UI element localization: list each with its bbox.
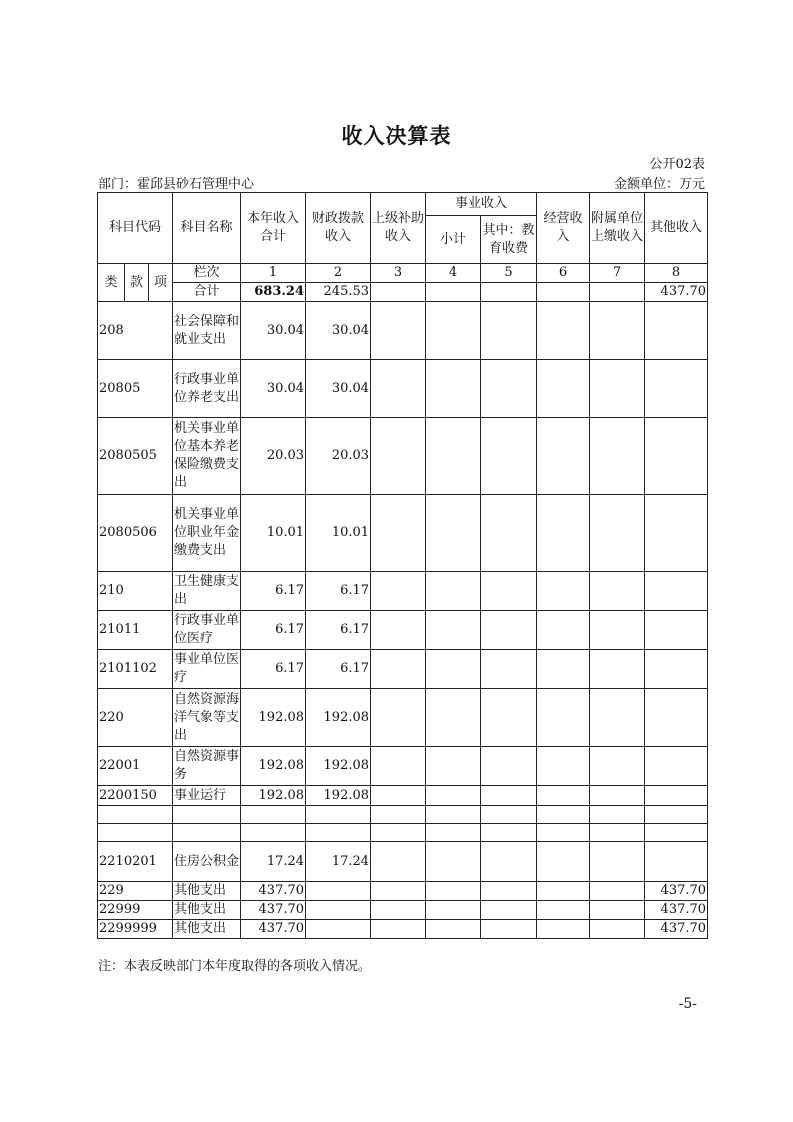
row-total: 192.08 bbox=[241, 747, 306, 786]
col-num-7: 7 bbox=[590, 264, 645, 283]
income-table bbox=[97, 192, 708, 939]
row-other bbox=[645, 824, 708, 842]
row-name bbox=[173, 824, 241, 842]
row-code: 22001 bbox=[98, 747, 173, 786]
table-row bbox=[98, 650, 708, 689]
row-total: 437.70 bbox=[241, 920, 306, 939]
table-note: 注：本表反映部门本年度取得的各项收入情况。 bbox=[98, 959, 372, 974]
summary-fiscal: 245.53 bbox=[306, 283, 371, 302]
row-code: 21011 bbox=[98, 611, 173, 650]
row-total: 30.04 bbox=[241, 360, 306, 418]
row-fiscal bbox=[306, 882, 371, 901]
row-name: 自然资源海洋气象等支出 bbox=[173, 689, 241, 747]
row-name: 行政事业单位养老支出 bbox=[173, 360, 241, 418]
header-education-fee: 其中：教育收费 bbox=[481, 216, 537, 264]
col-num-5: 5 bbox=[481, 264, 537, 283]
row-other bbox=[645, 572, 708, 611]
row-total: 6.17 bbox=[241, 572, 306, 611]
row-other bbox=[645, 302, 708, 360]
header-business-income: 事业收入 bbox=[426, 193, 537, 216]
table-row bbox=[98, 495, 708, 572]
row-name: 机关事业单位职业年金缴费支出 bbox=[173, 495, 241, 572]
row-fiscal: 192.08 bbox=[306, 747, 371, 786]
table-row bbox=[98, 786, 708, 806]
department-label: 部门：霍邱县砂石管理中心 bbox=[98, 177, 255, 192]
row-fiscal: 17.24 bbox=[306, 842, 371, 882]
row-total: 192.08 bbox=[241, 689, 306, 747]
row-other bbox=[645, 842, 708, 882]
row-name: 行政事业单位医疗 bbox=[173, 611, 241, 650]
row-code: 229 bbox=[98, 882, 173, 901]
header-subject-name: 科目名称 bbox=[173, 193, 241, 264]
row-code: 210 bbox=[98, 572, 173, 611]
row-name bbox=[173, 806, 241, 824]
row-total bbox=[241, 824, 306, 842]
row-total: 437.70 bbox=[241, 882, 306, 901]
row-other bbox=[645, 689, 708, 747]
row-name: 其他支出 bbox=[173, 920, 241, 939]
header-other-income: 其他收入 bbox=[645, 193, 708, 264]
row-total: 192.08 bbox=[241, 786, 306, 806]
row-code bbox=[98, 824, 173, 842]
row-code: 2101102 bbox=[98, 650, 173, 689]
row-code: 2200150 bbox=[98, 786, 173, 806]
row-name: 其他支出 bbox=[173, 882, 241, 901]
row-fiscal: 10.01 bbox=[306, 495, 371, 572]
row-code: 22999 bbox=[98, 901, 173, 920]
row-total: 6.17 bbox=[241, 611, 306, 650]
row-name: 事业单位医疗 bbox=[173, 650, 241, 689]
row-other bbox=[645, 495, 708, 572]
row-fiscal: 30.04 bbox=[306, 302, 371, 360]
header-subject-code: 科目代码 bbox=[98, 193, 173, 264]
col-num-3: 3 bbox=[371, 264, 426, 283]
row-fiscal: 6.17 bbox=[306, 611, 371, 650]
row-fiscal: 192.08 bbox=[306, 786, 371, 806]
amount-unit-label: 金额单位：万元 bbox=[613, 177, 705, 192]
row-total: 10.01 bbox=[241, 495, 306, 572]
header-lei: 类 bbox=[98, 264, 125, 302]
table-row bbox=[98, 806, 708, 824]
table-row bbox=[98, 882, 708, 901]
header-fiscal-income: 财政拨款收入 bbox=[306, 193, 371, 264]
summary-total: 683.24 bbox=[241, 283, 306, 302]
header-superior-income: 上级补助收入 bbox=[371, 193, 426, 264]
row-total: 20.03 bbox=[241, 418, 306, 495]
col-num-6: 6 bbox=[537, 264, 590, 283]
row-code: 2080506 bbox=[98, 495, 173, 572]
header-affiliated-income: 附属单位上缴收入 bbox=[590, 193, 645, 264]
summary-label: 合计 bbox=[173, 283, 241, 302]
header-operation-income: 经营收入 bbox=[537, 193, 590, 264]
row-fiscal bbox=[306, 824, 371, 842]
row-name: 住房公积金 bbox=[173, 842, 241, 882]
row-fiscal bbox=[306, 901, 371, 920]
header-row-1 bbox=[98, 193, 708, 216]
row-name: 事业运行 bbox=[173, 786, 241, 806]
row-other bbox=[645, 360, 708, 418]
table-row bbox=[98, 842, 708, 882]
summary-other: 437.70 bbox=[645, 283, 708, 302]
header-total-income: 本年收入合计 bbox=[241, 193, 306, 264]
header-kuan: 款 bbox=[125, 264, 149, 302]
summary-row bbox=[98, 283, 708, 302]
table-row bbox=[98, 824, 708, 842]
row-fiscal: 30.04 bbox=[306, 360, 371, 418]
row-total bbox=[241, 806, 306, 824]
row-other bbox=[645, 747, 708, 786]
header-xiang: 项 bbox=[149, 264, 173, 302]
row-name: 其他支出 bbox=[173, 901, 241, 920]
col-num-8: 8 bbox=[645, 264, 708, 283]
row-total: 437.70 bbox=[241, 901, 306, 920]
table-row bbox=[98, 920, 708, 939]
table-row bbox=[98, 572, 708, 611]
row-other bbox=[645, 806, 708, 824]
row-name: 社会保障和就业支出 bbox=[173, 302, 241, 360]
row-fiscal: 6.17 bbox=[306, 572, 371, 611]
row-code: 2299999 bbox=[98, 920, 173, 939]
row-code: 20805 bbox=[98, 360, 173, 418]
row-total: 30.04 bbox=[241, 302, 306, 360]
row-name: 机关事业单位基本养老保险缴费支出 bbox=[173, 418, 241, 495]
row-other: 437.70 bbox=[645, 920, 708, 939]
row-other bbox=[645, 786, 708, 806]
row-fiscal bbox=[306, 806, 371, 824]
row-code: 220 bbox=[98, 689, 173, 747]
table-row bbox=[98, 611, 708, 650]
col-num-4: 4 bbox=[426, 264, 481, 283]
row-code: 208 bbox=[98, 302, 173, 360]
row-code bbox=[98, 806, 173, 824]
row-total: 6.17 bbox=[241, 650, 306, 689]
header-lanci: 栏次 bbox=[173, 264, 241, 283]
row-name: 自然资源事务 bbox=[173, 747, 241, 786]
header-subtotal: 小计 bbox=[426, 216, 481, 264]
table-row bbox=[98, 689, 708, 747]
form-code: 公开02表 bbox=[649, 157, 705, 172]
row-code: 2080505 bbox=[98, 418, 173, 495]
row-other bbox=[645, 418, 708, 495]
row-name: 卫生健康支出 bbox=[173, 572, 241, 611]
row-total: 17.24 bbox=[241, 842, 306, 882]
row-other: 437.70 bbox=[645, 901, 708, 920]
col-num-1: 1 bbox=[241, 264, 306, 283]
row-other bbox=[645, 650, 708, 689]
table-row bbox=[98, 418, 708, 495]
row-fiscal: 192.08 bbox=[306, 689, 371, 747]
row-other: 437.70 bbox=[645, 882, 708, 901]
table-row bbox=[98, 360, 708, 418]
row-code: 2210201 bbox=[98, 842, 173, 882]
table-row bbox=[98, 747, 708, 786]
row-fiscal bbox=[306, 920, 371, 939]
table-row bbox=[98, 302, 708, 360]
row-other bbox=[645, 611, 708, 650]
row-fiscal: 6.17 bbox=[306, 650, 371, 689]
page-number: -5- bbox=[678, 996, 697, 1012]
page-title: 收入决算表 bbox=[341, 124, 452, 148]
column-number-row bbox=[98, 264, 708, 283]
col-num-2: 2 bbox=[306, 264, 371, 283]
row-fiscal: 20.03 bbox=[306, 418, 371, 495]
table-row bbox=[98, 901, 708, 920]
